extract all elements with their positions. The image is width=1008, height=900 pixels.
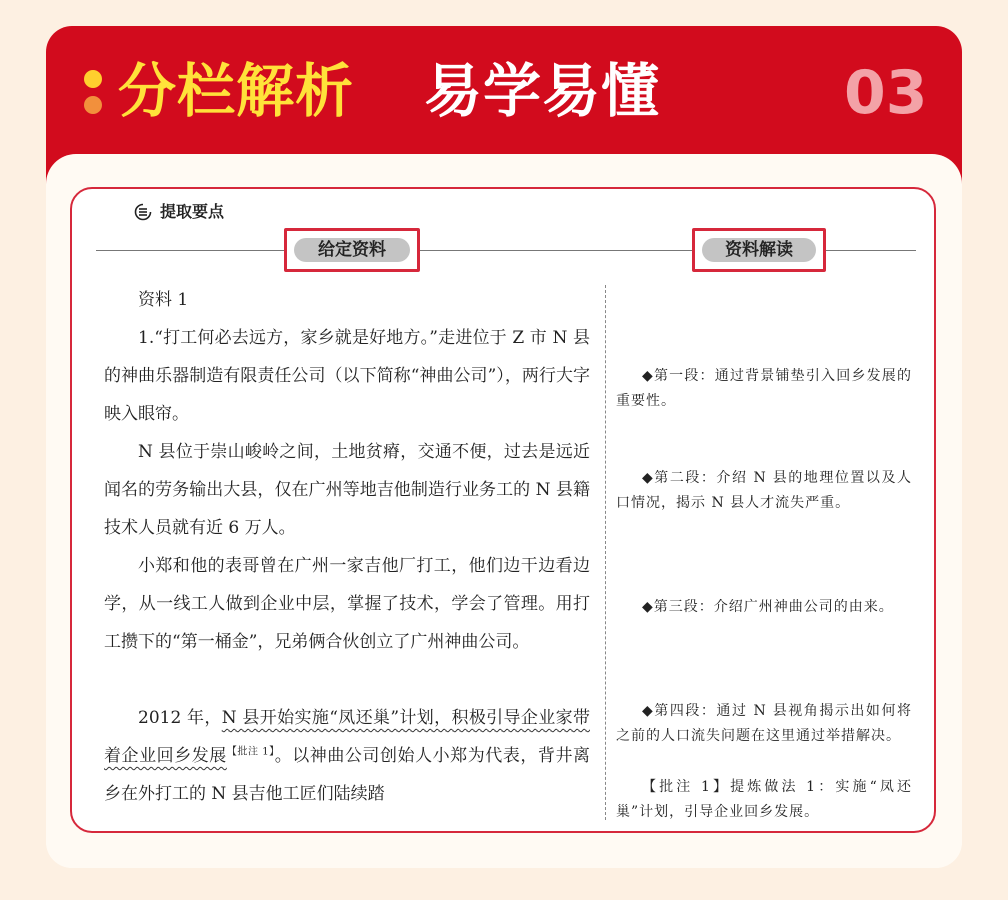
right-column-header: 资料解读 [702, 238, 816, 262]
title-secondary: 易学易懂 [424, 57, 661, 125]
annotation-marker: 【批注 1】 [226, 746, 275, 758]
column-divider [605, 285, 606, 820]
title-primary: 分栏解析 [118, 57, 355, 125]
list-icon [134, 203, 152, 221]
annotated-text: N 县开始实施“凤还巢”计划，积极引导企业家带着企业回乡发展 [104, 708, 590, 766]
paragraph-4-start: 2012 年， [138, 708, 222, 728]
material-heading: 资料 1 [138, 290, 189, 310]
note-paragraph-3: ◆第三段：介绍广州神曲公司的由来。 [642, 599, 894, 615]
material-paragraph-2: N 县位于崇山峻岭之间，土地贫瘠，交通不便，过去是远近闻名的劳务输出大县，仅在广州等地吉他制造行业务工的 N 县籍技术人员就有近 6 万人。 [104, 442, 590, 538]
section-label: 提取要点 [160, 202, 225, 221]
material-paragraph-1: 1.“打工何必去远方，家乡就是好地方。”走进位于 Z 市 N 县的神曲乐器制造有限责任公司（以下简称“神曲公司”），两行大字映入眼帘。 [104, 328, 590, 424]
right-header-frame [692, 228, 826, 272]
material-paragraph-3: 小郑和他的表哥曾在广州一家吉他厂打工，他们边干边看边学，从一线工人做到企业中层，掌握了技术，学会了管理。用打工攒下的“第一桶金”，兄弟俩合伙创立了广州神曲公司。 [104, 556, 590, 652]
note-paragraph-2: ◆第二段：介绍 N 县的地理位置以及人口情况，揭示 N 县人才流失严重。 [616, 470, 912, 511]
section-number: 03 [844, 58, 928, 128]
left-column-header: 给定资料 [294, 238, 410, 262]
material-paragraph-4 [104, 699, 590, 813]
yellow-dot-icon [84, 70, 102, 88]
note-paragraph-4: ◆第四段：通过 N 县视角揭示出如何将之前的人口流失问题在这里通过举措解决。 [616, 703, 912, 744]
orange-dot-icon [84, 96, 102, 114]
note-paragraph-1: ◆第一段：通过背景铺垫引入回乡发展的重要性。 [616, 368, 912, 409]
paragraph-4-end: 。以神曲公司创始人小郑为代表，背井离乡在外打工的 N 县吉他工匠们陆续踏 [104, 746, 591, 804]
left-header-frame [284, 228, 420, 272]
note-annotation-1: 【批注 1】提炼做法 1：实施“凤还巢”计划，引导企业回乡发展。 [616, 779, 912, 820]
